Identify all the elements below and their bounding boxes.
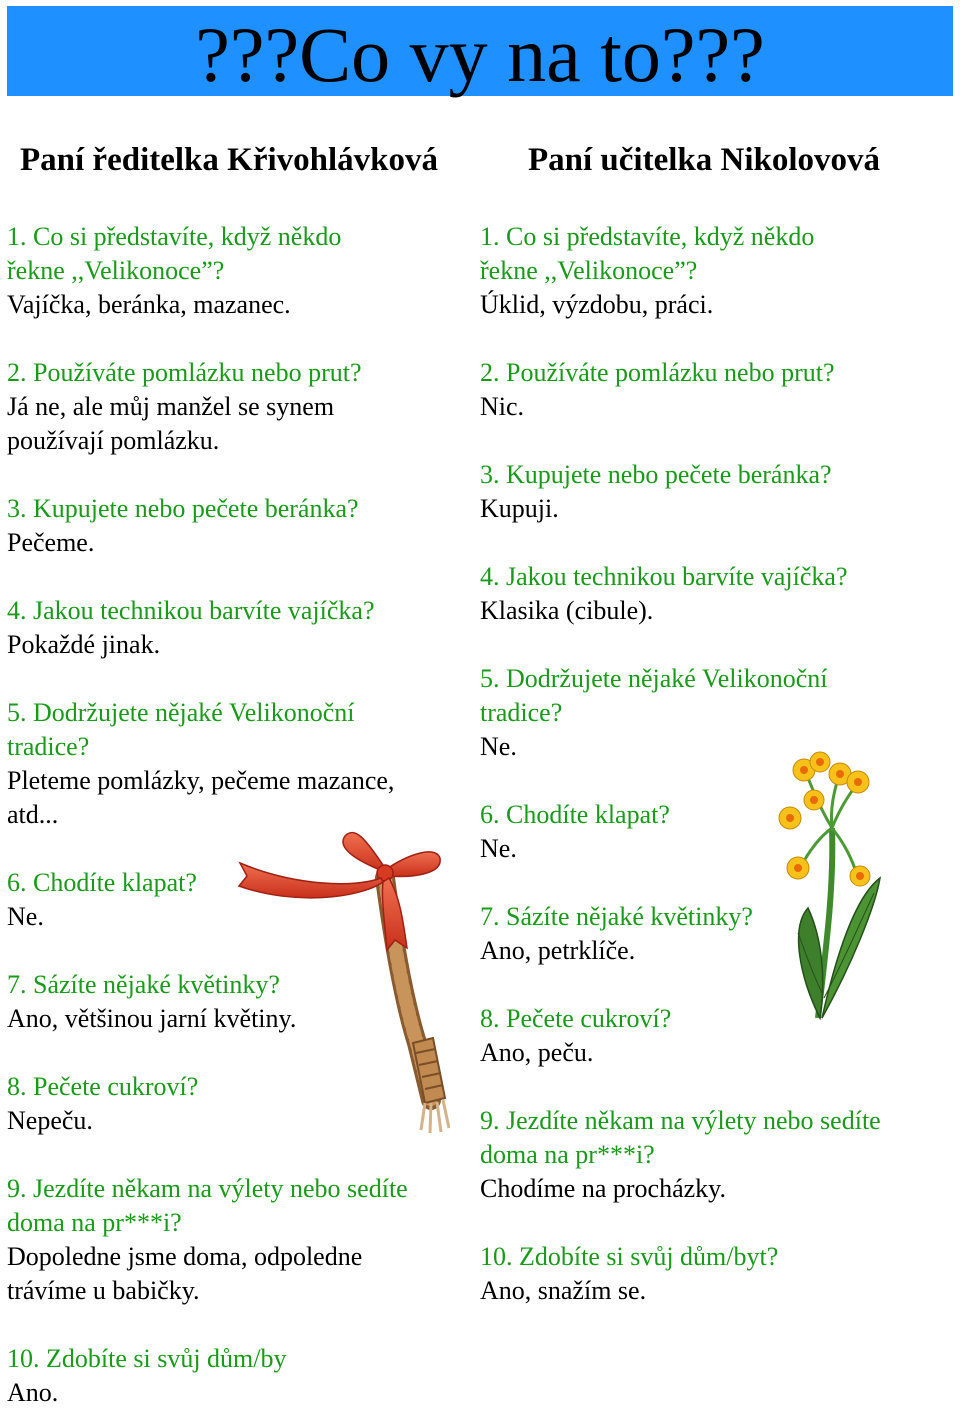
question-line: 1. Co si představíte, když někdo [7, 222, 342, 251]
answer-line: Ne. [480, 732, 517, 761]
answer-line: Ne. [7, 902, 44, 931]
spacer [7, 322, 477, 356]
answer-line: Ano, peču. [480, 1038, 594, 1067]
answer-line: Chodíme na procházky. [480, 1174, 726, 1203]
question-line: 10. Zdobíte si svůj dům/by [7, 1344, 287, 1373]
question-line: 4. Jakou technikou barvíte vajíčka? [7, 596, 375, 625]
question-line: řekne ,,Velikonoce”? [480, 256, 698, 285]
answer-line: trávíme u babičky. [7, 1276, 200, 1305]
answer-line: Dopoledne jsme doma, odpoledne [7, 1242, 363, 1271]
answer-line: Pokaždé jinak. [7, 630, 161, 659]
left-qa-item [7, 356, 477, 458]
answer-line: Pleteme pomlázky, pečeme mazance, [7, 766, 395, 795]
question-line: 2. Používáte pomlázku nebo prut? [7, 358, 362, 387]
spacer [7, 560, 477, 594]
question-line: doma na pr***i? [7, 1208, 182, 1237]
spacer [7, 662, 477, 696]
answer-line: Ne. [480, 834, 517, 863]
question-line: 6. Chodíte klapat? [480, 800, 670, 829]
question-line: 1. Co si představíte, když někdo [480, 222, 815, 251]
right-qa-item [480, 1240, 955, 1308]
answer-line: Nepeču. [7, 1106, 93, 1135]
question-line: tradice? [480, 698, 563, 727]
question-line: 9. Jezdíte někam na výlety nebo sedíte [7, 1174, 408, 1203]
spacer [480, 1206, 955, 1240]
question-line: 3. Kupujete nebo pečete beránka? [480, 460, 832, 489]
left-column-heading: Paní ředitelka Křivohlávková [20, 142, 439, 178]
page-title: ???Co vy na to??? [195, 11, 765, 98]
answer-line: Kupuji. [480, 494, 559, 523]
spacer [480, 424, 955, 458]
spacer [7, 1308, 477, 1342]
answer-line: Vajíčka, beránka, mazanec. [7, 290, 291, 319]
left-qa-item [7, 492, 477, 560]
spacer [7, 1138, 477, 1172]
question-line: 7. Sázíte nějaké květinky? [480, 902, 753, 931]
right-qa-item [480, 560, 955, 628]
spacer [480, 526, 955, 560]
answer-line: Ano. [7, 1378, 59, 1407]
title-banner [7, 6, 953, 96]
question-line: 9. Jezdíte někam na výlety nebo sedíte [480, 1106, 881, 1135]
right-qa-item [480, 458, 955, 526]
left-qa-item [7, 1342, 477, 1410]
left-interview-column [7, 220, 477, 1410]
answer-line: Úklid, výzdobu, práci. [480, 290, 714, 319]
question-line: řekne ,,Velikonoce”? [7, 256, 225, 285]
left-qa-item [7, 696, 477, 832]
right-qa-item [480, 220, 955, 322]
answer-line: Ano, petrklíče. [480, 936, 636, 965]
left-qa-item [7, 220, 477, 322]
answer-line: používají pomlázku. [7, 426, 220, 455]
spacer [480, 1070, 955, 1104]
answer-line: Já ne, ale můj manžel se synem [7, 392, 335, 421]
question-line: 7. Sázíte nějaké květinky? [7, 970, 280, 999]
pomlazka-ribbon-illustration [235, 828, 450, 1138]
question-line: 10. Zdobíte si svůj dům/byt? [480, 1242, 779, 1271]
question-line: 8. Pečete cukroví? [7, 1072, 199, 1101]
right-column-heading: Paní učitelka Nikolovová [528, 142, 881, 178]
right-qa-item [480, 356, 955, 424]
answer-line: Ano, většinou jarní květiny. [7, 1004, 297, 1033]
question-line: 8. Pečete cukroví? [480, 1004, 672, 1033]
answer-line: Pečeme. [7, 528, 95, 557]
question-line: 5. Dodržujete nějaké Velikonoční [7, 698, 355, 727]
primrose-flower-illustration [760, 748, 890, 1028]
answer-line: Klasika (cibule). [480, 596, 654, 625]
spacer [480, 322, 955, 356]
question-line: 2. Používáte pomlázku nebo prut? [480, 358, 835, 387]
answer-line: Nic. [480, 392, 525, 421]
answer-line: Ano, snažím se. [480, 1276, 647, 1305]
question-line: tradice? [7, 732, 90, 761]
question-line: 3. Kupujete nebo pečete beránka? [7, 494, 359, 523]
question-line: 4. Jakou technikou barvíte vajíčka? [480, 562, 848, 591]
right-qa-item [480, 1104, 955, 1206]
question-line: 5. Dodržujete nějaké Velikonoční [480, 664, 828, 693]
spacer [480, 628, 955, 662]
question-line: 6. Chodíte klapat? [7, 868, 197, 897]
left-qa-item [7, 594, 477, 662]
left-qa-item [7, 1172, 477, 1308]
question-line: doma na pr***i? [480, 1140, 655, 1169]
spacer [7, 458, 477, 492]
answer-line: atd... [7, 800, 59, 829]
